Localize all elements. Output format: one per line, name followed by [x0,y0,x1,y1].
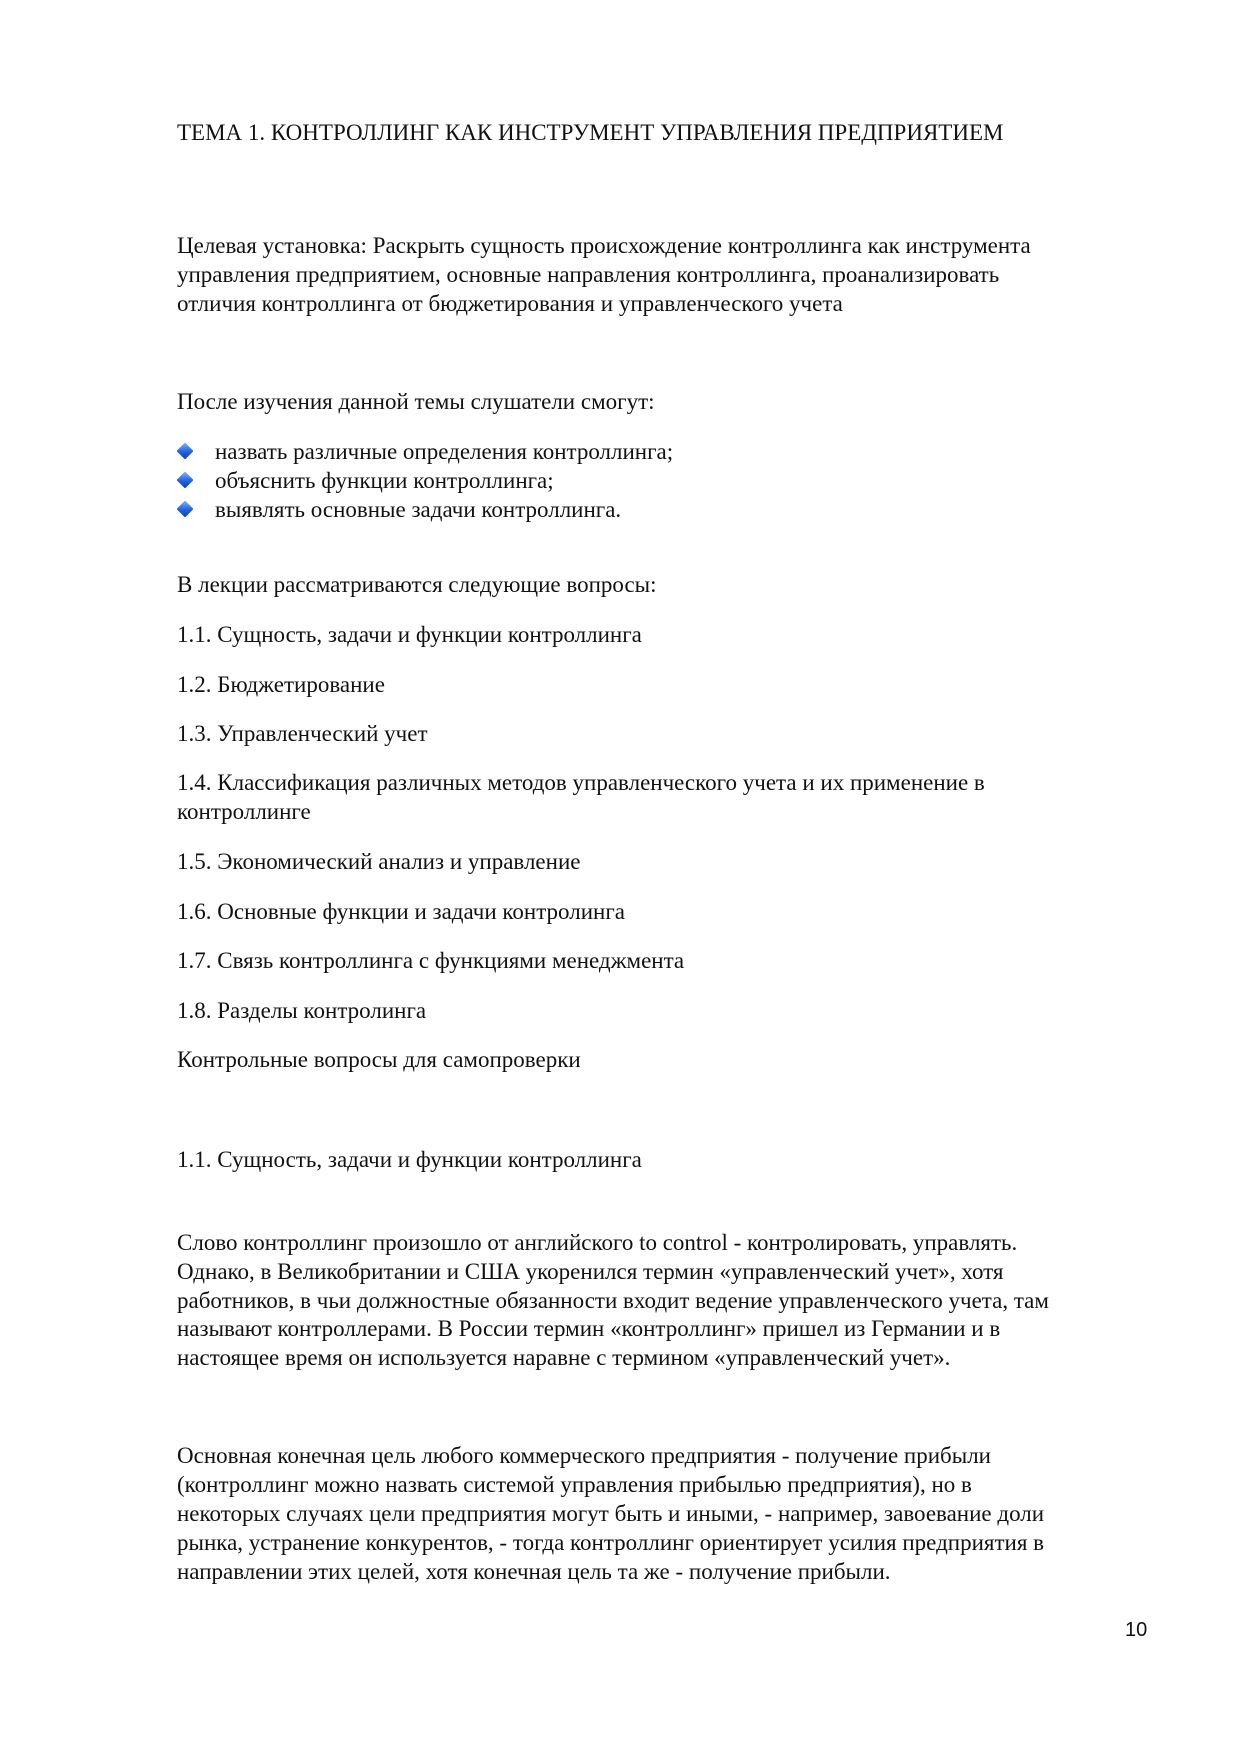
topic-item: 1.2. Бюджетирование [177,672,385,697]
list-item [177,466,673,495]
list-item-text: объяснить функции контроллинга; [215,468,554,493]
topic-item: 1.4. Классификация различных методов управленческого учета и их применение в [177,770,985,795]
topic-item: 1.5. Экономический анализ и управление [177,849,581,874]
page-number: 10 [1125,1619,1148,1641]
paragraph2-line: направлении этих целей, хотя конечная цель та же - получение прибыли. [177,1559,891,1584]
list-item [177,495,673,524]
paragraph1-line: настоящее время он используется наравне с термином «управленческий учет». [177,1345,951,1370]
outcomes-list [177,437,673,524]
paragraph2-line: Основная конечная цель любого коммерческого предприятия - получение прибыли [177,1443,991,1468]
list-item-text: назвать различные определения контроллинга; [215,439,674,464]
topic-item-continuation: контроллинге [177,799,311,824]
topic-item: 1.8. Разделы контролинга [177,998,427,1023]
paragraph2-line: (контроллинг можно назвать системой управления прибылью предприятия), но в [177,1472,972,1497]
topic-item: 1.1. Сущность, задачи и функции контроллинга [177,622,642,647]
page-title: ТЕМА 1. КОНТРОЛЛИНГ КАК ИНСТРУМЕНТ УПРАВЛЕНИЯ ПРЕДПРИЯТИЕМ [177,120,1004,145]
after-study-text: После изучения данной темы слушатели смогут: [177,389,655,414]
paragraph1-line: Слово контроллинг произошло от английского to control - контролировать, управлять. [177,1230,1018,1255]
topic-item: 1.7. Связь контроллинга с функциями менеджмента [177,948,685,973]
paragraph1-line: Однако, в Великобритании и США укоренился термин «управленческий учет», хотя [177,1259,1004,1284]
section-heading: 1.1. Сущность, задачи и функции контроллинга [177,1147,642,1172]
paragraph1-line: работников, в чьи должностные обязанности входит ведение управленческого учета, там [177,1288,1049,1313]
goal-line-1: Целевая установка: Раскрыть сущность происхождение контроллинга как инструмента [177,233,1031,258]
goal-line-2: управления предприятием, основные направления контроллинга, проанализировать [177,262,1000,287]
lecture-intro: В лекции рассматриваются следующие вопросы: [177,572,657,597]
paragraph1-line: называют контроллерами. В России термин «контроллинг» пришел из Германии и в [177,1316,1001,1341]
topic-item: 1.3. Управленческий учет [177,721,428,746]
diamond-bullet-icon [177,472,194,489]
list-item-text: выявлять основные задачи контроллинга. [215,497,622,522]
goal-line-3: отличия контроллинга от бюджетирования и управленческого учета [177,291,843,316]
list-item [177,437,673,466]
diamond-bullet-icon [177,501,194,518]
paragraph2-line: рынка, устранение конкурентов, - тогда контроллинг ориентирует усилия предприятия в [177,1530,1045,1555]
topic-item: Контрольные вопросы для самопроверки [177,1047,581,1072]
diamond-bullet-icon [177,443,194,460]
paragraph2-line: некоторых случаях цели предприятия могут быть и иными, - например, завоевание доли [177,1501,1045,1526]
topic-item: 1.6. Основные функции и задачи контролинга [177,899,625,924]
